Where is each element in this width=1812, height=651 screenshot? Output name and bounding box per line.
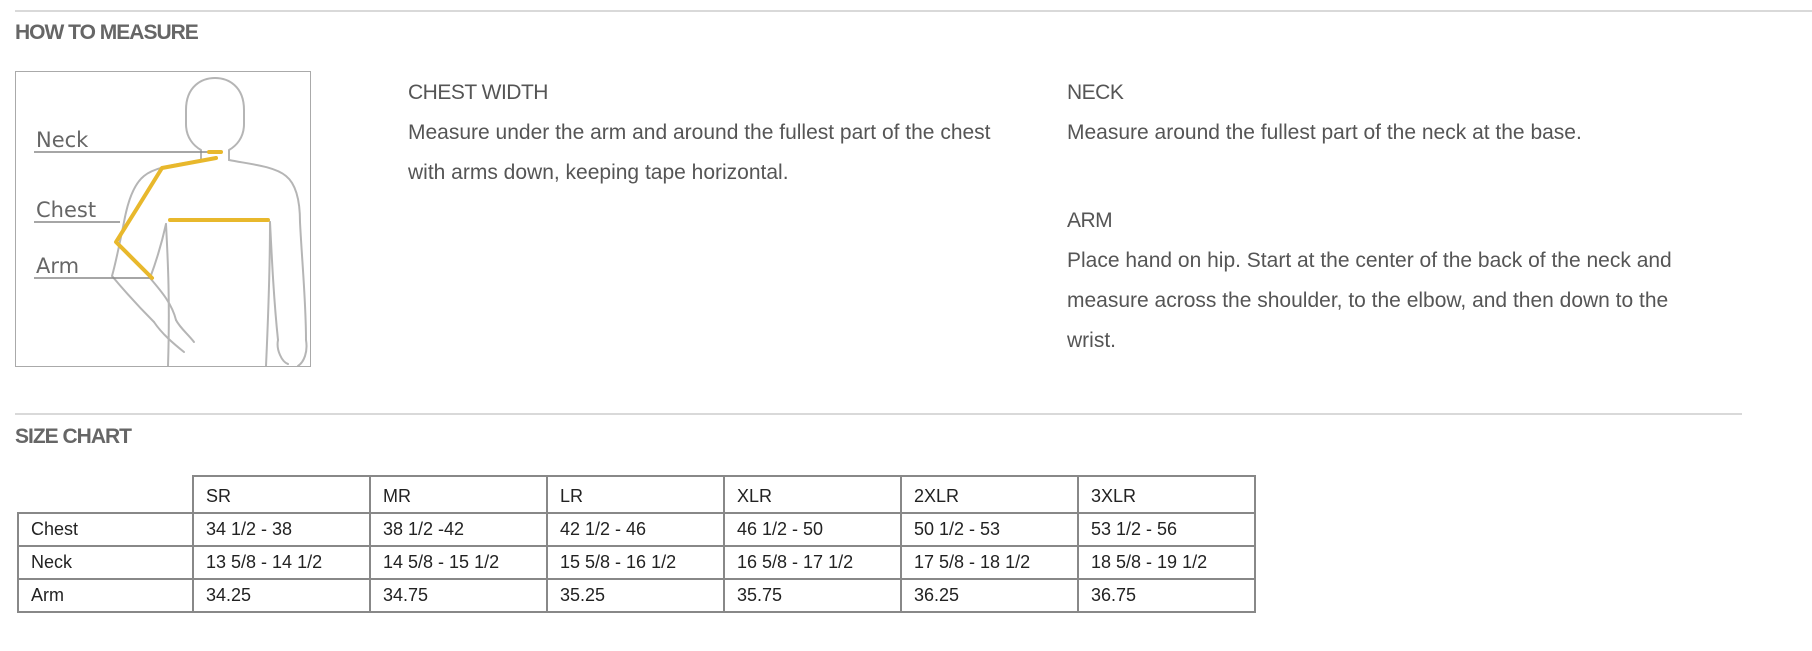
arm-instructions [1067, 201, 1687, 361]
table-cell: 36.75 [1078, 579, 1255, 612]
figure-label-neck: Neck [36, 128, 89, 152]
measurement-figure [15, 71, 311, 367]
arm-text: Place hand on hip. Start at the center of the back of the neck and measure across the shoulder, to the elbow, and then down to the wrist. [1067, 249, 1672, 352]
table-cell: 16 5/8 - 17 1/2 [724, 546, 901, 579]
body-outline-icon [16, 72, 310, 366]
table-cell: 17 5/8 - 18 1/2 [901, 546, 1078, 579]
corner-cell [18, 476, 193, 513]
figure-label-arm: Arm [36, 254, 80, 278]
table-cell: 38 1/2 -42 [370, 513, 547, 546]
table-row [18, 579, 1255, 612]
chest-width-text: Measure under the arm and around the fullest part of the chest with arms down, keeping tape horizontal. [408, 121, 991, 184]
table-cell: 53 1/2 - 56 [1078, 513, 1255, 546]
top-divider [15, 10, 1812, 12]
how-to-measure-title: HOW TO MEASURE [15, 21, 198, 44]
arm-title: ARM [1067, 209, 1113, 232]
row-label: Chest [18, 513, 193, 546]
size-column-header: XLR [724, 476, 901, 513]
table-row [18, 513, 1255, 546]
table-cell: 34.75 [370, 579, 547, 612]
table-cell: 46 1/2 - 50 [724, 513, 901, 546]
table-cell: 34 1/2 - 38 [193, 513, 370, 546]
size-chart-title: SIZE CHART [15, 425, 131, 448]
table-cell: 18 5/8 - 19 1/2 [1078, 546, 1255, 579]
table-row [18, 546, 1255, 579]
row-label: Neck [18, 546, 193, 579]
table-cell: 34.25 [193, 579, 370, 612]
size-column-header: SR [193, 476, 370, 513]
size-column-header: 2XLR [901, 476, 1078, 513]
size-column-header: LR [547, 476, 724, 513]
table-cell: 14 5/8 - 15 1/2 [370, 546, 547, 579]
table-cell: 36.25 [901, 579, 1078, 612]
neck-instructions [1067, 73, 1727, 153]
table-cell: 50 1/2 - 53 [901, 513, 1078, 546]
size-column-header: 3XLR [1078, 476, 1255, 513]
figure-label-chest: Chest [36, 198, 97, 222]
chest-width-instructions [408, 73, 1028, 193]
middle-divider [15, 413, 1742, 415]
table-cell: 15 5/8 - 16 1/2 [547, 546, 724, 579]
table-cell: 42 1/2 - 46 [547, 513, 724, 546]
table-cell: 35.75 [724, 579, 901, 612]
neck-text: Measure around the fullest part of the neck at the base. [1067, 121, 1582, 144]
neck-title: NECK [1067, 81, 1124, 104]
size-header-row [18, 476, 1255, 513]
table-cell: 13 5/8 - 14 1/2 [193, 546, 370, 579]
size-chart-table [17, 475, 1256, 613]
chest-width-title: CHEST WIDTH [408, 81, 548, 104]
size-column-header: MR [370, 476, 547, 513]
row-label: Arm [18, 579, 193, 612]
table-cell: 35.25 [547, 579, 724, 612]
